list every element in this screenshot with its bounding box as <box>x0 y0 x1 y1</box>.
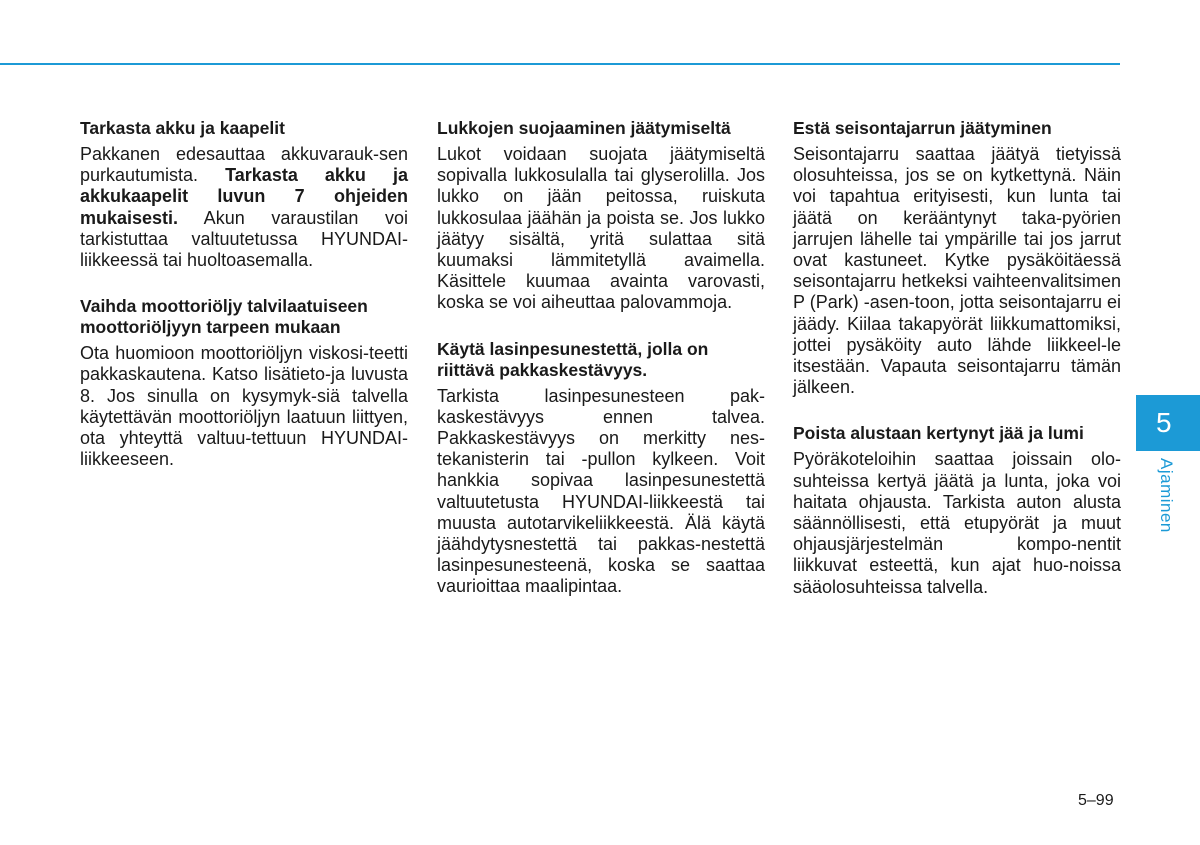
text-column-3 <box>793 118 1121 623</box>
section-locks <box>437 118 765 314</box>
section-body <box>437 386 765 598</box>
body-run: Tarkista lasinpesunesteen pak-kaskestävyys ennen talvea. Pakkaskestävyys on merkitty nes-tekanisterin tai -pullon kylkeen. Voit hankkia sopivaa lasinpesunestettä valtuutetusta HYUNDAI-liikkeestä tai muusta autotarvikeliikkeestä. Älä käytä jäähdytysnestettä tai pakkas-nestettä lasinpesunesteenä, koska se saattaa vaurioittaa maalipintaa. <box>437 385 765 597</box>
body-run: Ota huomioon moottoriöljyn viskosi-teetti pakkaskautena. Katso lisätieto-ja luvusta 8. Jos sinulla on kysymyk-siä talvella käytettävän moottoriöljyn laatuun liittyen, ota yhteyttä valtuu-tettuun HYUNDAI-liikkeeseen. <box>80 343 408 470</box>
section-heading: Käytä lasinpesunestettä, jolla on riittävä pakkaskestävyys. <box>437 338 709 380</box>
text-column-1 <box>80 118 408 495</box>
body-run: Akun varaustilan voi tarkistuttaa valtuutetussa HYUNDAI-liikkeessä tai huoltoasemalla. <box>80 207 408 271</box>
body-run-bold: Tarkasta akku ja akkukaapelit luvun 7 ohjeiden mukaisesti. <box>80 165 408 228</box>
body-run: Pakkanen edesauttaa akkuvarauk-sen purkautumista. <box>80 144 408 186</box>
section-body <box>793 449 1121 597</box>
section-body <box>80 144 408 271</box>
chapter-name-label: Ajaminen <box>1157 458 1176 533</box>
section-heading: Tarkasta akku ja kaapelit <box>80 118 285 138</box>
chapter-number-tab: 5 <box>1136 395 1200 451</box>
section-body <box>437 144 765 314</box>
page-number: 5–99 <box>1078 792 1114 809</box>
section-battery <box>80 118 408 271</box>
text-column-2 <box>437 118 765 623</box>
section-engine-oil <box>80 296 408 470</box>
section-heading: Vaihda moottoriöljy talvilaatuiseen moottoriöljyyn tarpeen mukaan <box>80 296 368 338</box>
section-body <box>793 144 1121 398</box>
header-rule <box>0 63 1120 65</box>
body-run: Seisontajarru saattaa jäätyä tietyissä olosuhteissa, jos se on kytkettynä. Näin voi tapahtua erityisesti, kun lunta tai jäätä on kerääntynyt taka-pyörien jarrujen lähelle tai ympärille tai jos jarrut ovat kastuneet. Kytke pysäköitäessä seisontajarru hetkeksi vaihteenvalitsimen P (Park) -asen-toon, jotta seisontajarru ei jäädy. Kiilaa takapyörät liikkumattomiksi, jottei pysäköity auto lähde liikkeel-le itsestään. Vapauta seisontajarru tämän jälkeen. <box>793 144 1121 398</box>
section-heading: Estä seisontajarrun jäätyminen <box>793 118 1052 138</box>
body-run: Lukot voidaan suojata jäätymiseltä sopivalla lukkosulalla tai glyserolilla. Jos lukko on jään peitossa, ruiskuta lukkosulaa jäähän ja poista se. Jos lukko jäätyy sisältä, yritä sulattaa sitä kuumaksi lämmitetyllä avaimella. Käsittele kuumaa avainta varovasti, koska se voi aiheuttaa palovammoja. <box>437 144 765 313</box>
section-undercarriage <box>793 423 1121 597</box>
section-parking-brake <box>793 118 1121 398</box>
body-run: Pyöräkoteloihin saattaa joissain olo-suhteissa kertyä jäätä ja lunta, joka voi haitata ohjausta. Tarkista auton alusta säännöllisesti, että etupyörät ja muut ohjausjärjestelmän kompo-nentit liikkuvat esteettä, kun ajat huo-noissa sääolosuhteissa talvella. <box>793 449 1121 597</box>
section-heading: Poista alustaan kertynyt jää ja lumi <box>793 423 1084 444</box>
section-body <box>80 343 408 470</box>
section-washer-fluid <box>437 339 765 598</box>
section-heading: Lukkojen suojaaminen jäätymiseltä <box>437 118 731 138</box>
